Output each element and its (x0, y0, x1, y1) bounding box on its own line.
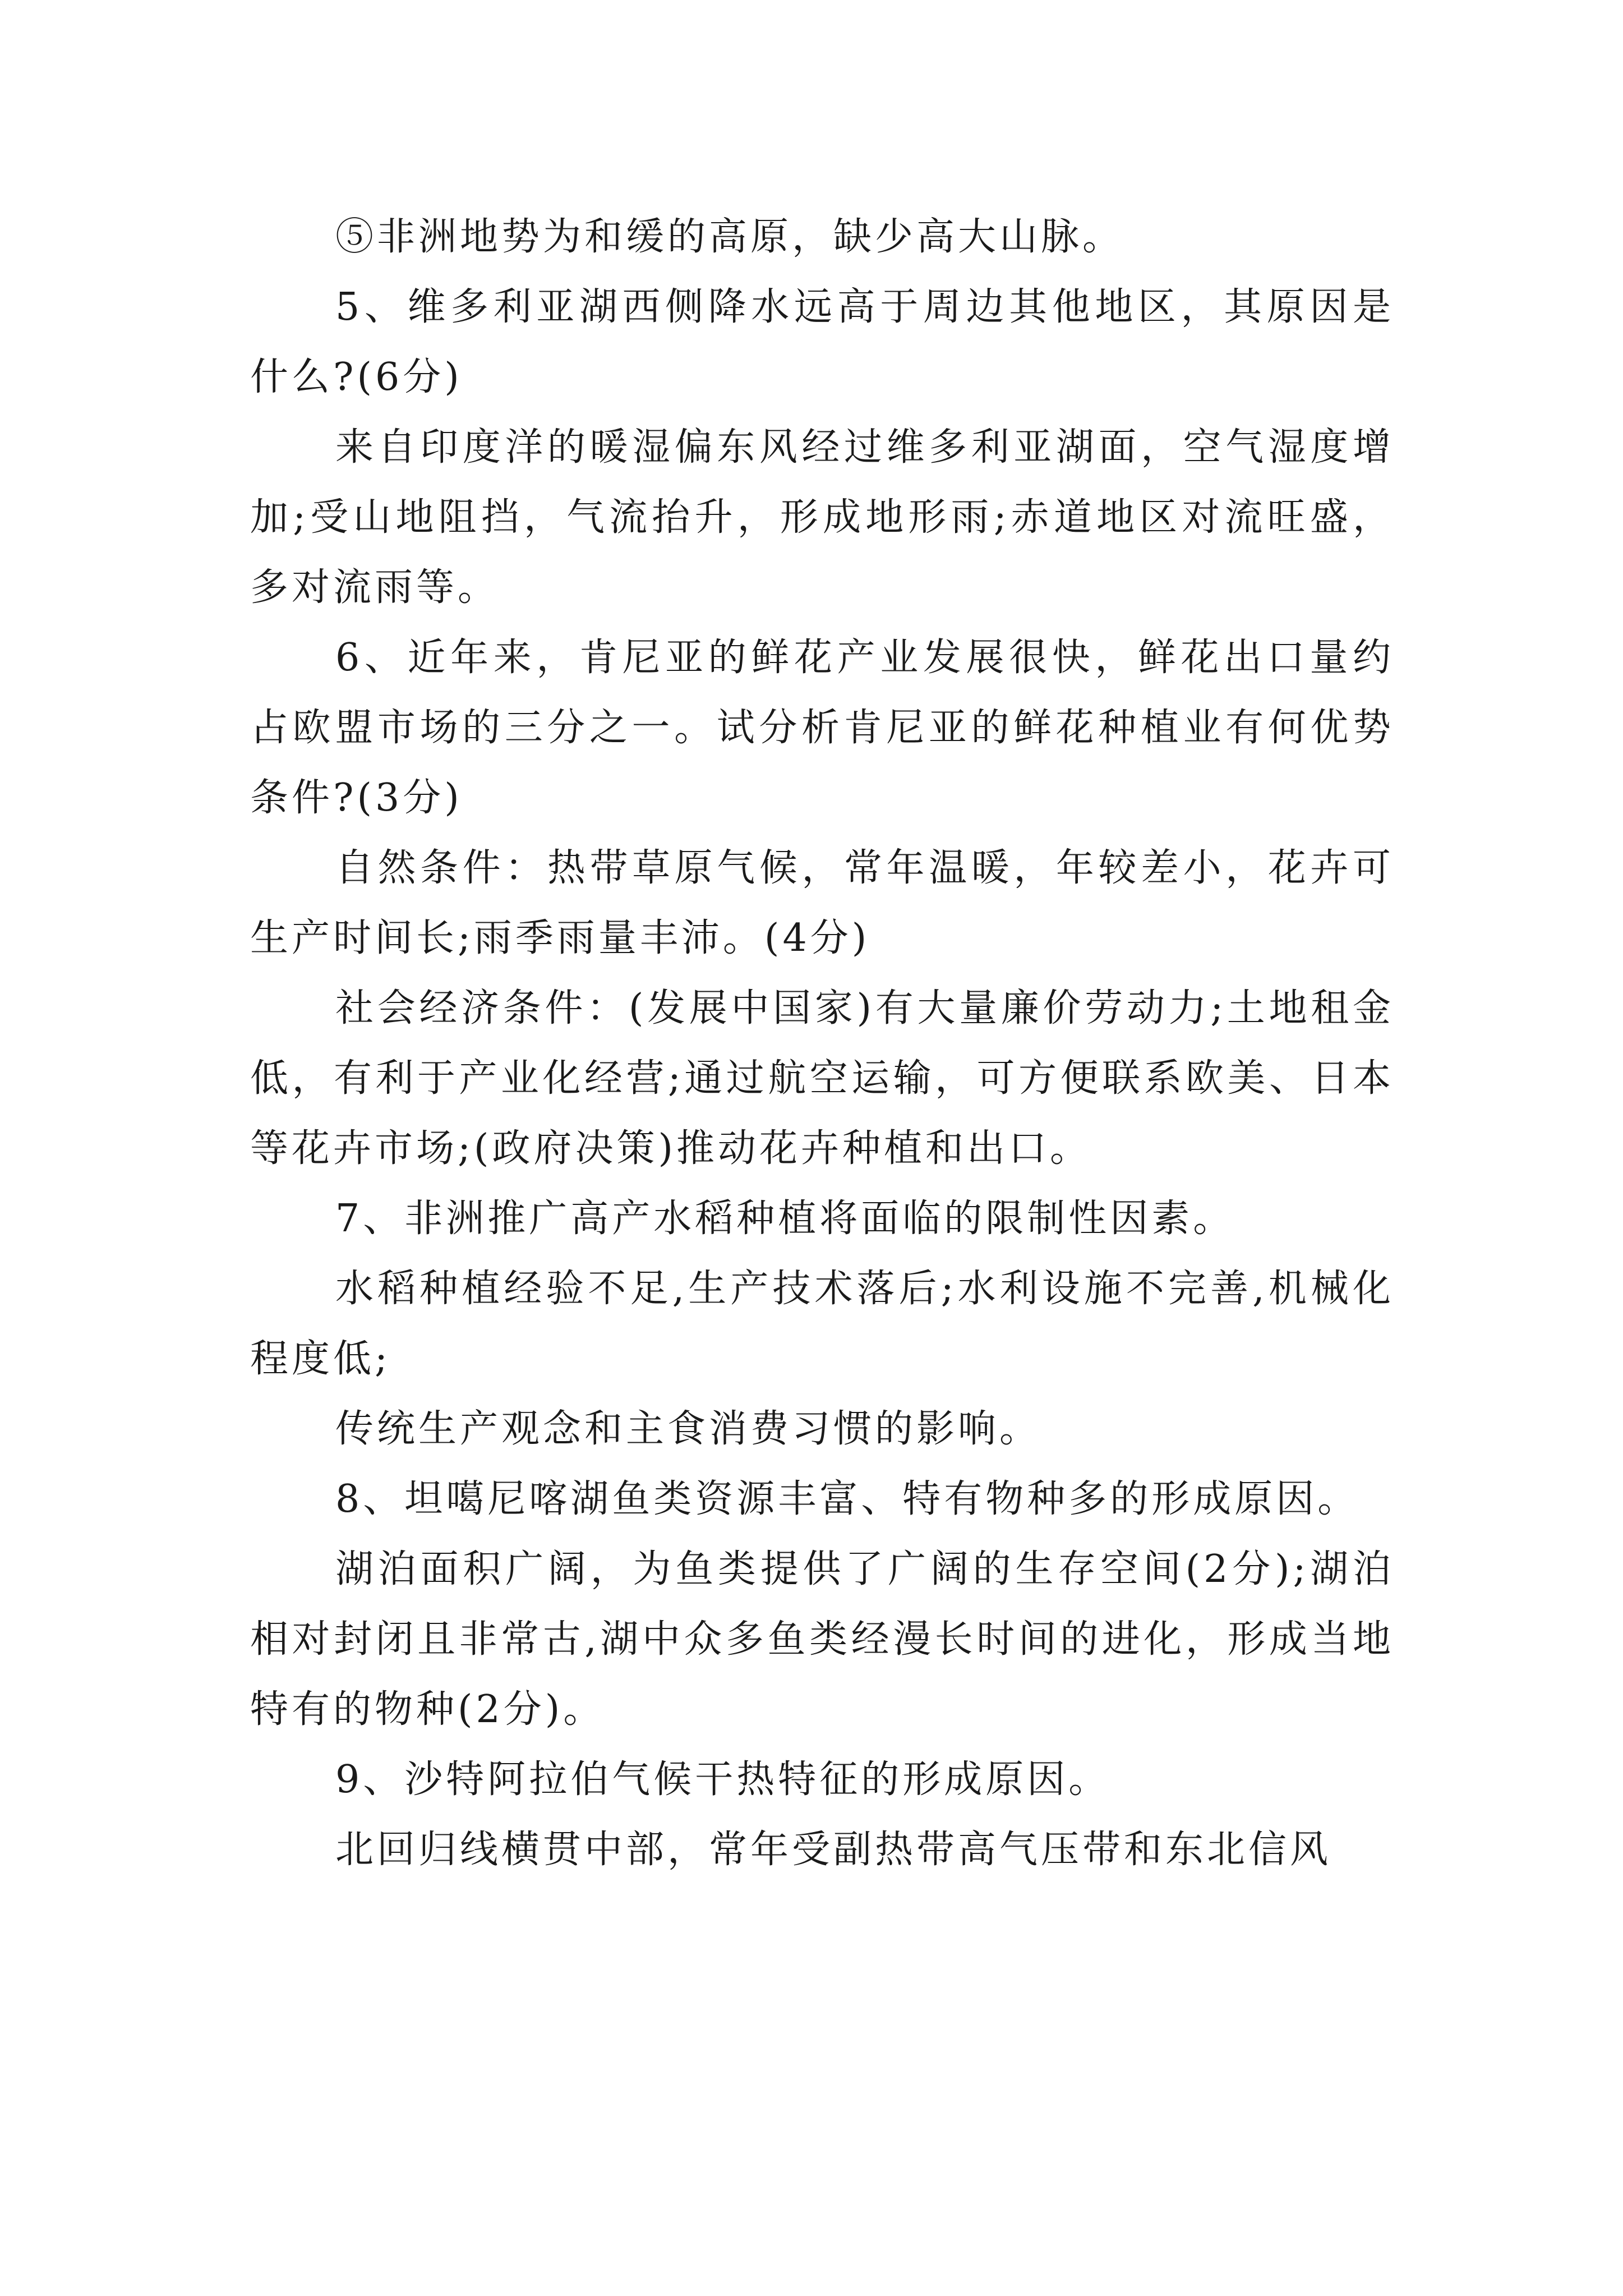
question-9: 9、沙特阿拉伯气候干热特征的形成原因。 (335, 1757, 1110, 1802)
answer-7-part-2: 传统生产观念和主食消费习惯的影响。 (335, 1407, 1041, 1451)
question-7: 7、非洲推广高产水稻种植将面临的限制性因素。 (335, 1197, 1235, 1241)
question-6: 6、近年来，肯尼亚的鲜花产业发展很快，鲜花出口量约占欧盟市场的三分之一。试分析肯尼亚的鲜花种植业有何优势条件?(3分) (250, 636, 1394, 820)
question-8: 8、坦噶尼喀湖鱼类资源丰富、特有物种多的形成原因。 (335, 1477, 1359, 1521)
answer-5: 来自印度洋的暖湿偏东风经过维多利亚湖面，空气湿度增加;受山地阻挡，气流抬升，形成地形雨;赤道地区对流旺盛，多对流雨等。 (250, 425, 1394, 610)
answer-6-socioeconomic-conditions: 社会经济条件：(发展中国家)有大量廉价劳动力;土地租金低，有利于产业化经营;通过航空运输，可方便联系欧美、日本等花卉市场;(政府决策)推动花卉种植和出口。 (250, 986, 1394, 1171)
document-page (250, 202, 1394, 1885)
question-5: 5、维多利亚湖西侧降水远高于周边其他地区，其原因是什么?(6分) (250, 285, 1394, 399)
answer-8: 湖泊面积广阔，为鱼类提供了广阔的生存空间(2分);湖泊相对封闭且非常古,湖中众多鱼类经漫长时间的进化，形成当地特有的物种(2分)。 (250, 1547, 1394, 1732)
answer-9-partial: 北回归线横贯中部，常年受副热带高气压带和东北信风 (335, 1828, 1332, 1872)
paragraph-landform-note: ⑤非洲地势为和缓的高原，缺少高大山脉。 (335, 215, 1124, 259)
answer-6-natural-conditions: 自然条件：热带草原气候，常年温暖，年较差小，花卉可生产时间长;雨季雨量丰沛。(4分) (250, 846, 1394, 960)
answer-7-part-1: 水稻种植经验不足,生产技术落后;水利设施不完善,机械化程度低; (250, 1267, 1394, 1381)
